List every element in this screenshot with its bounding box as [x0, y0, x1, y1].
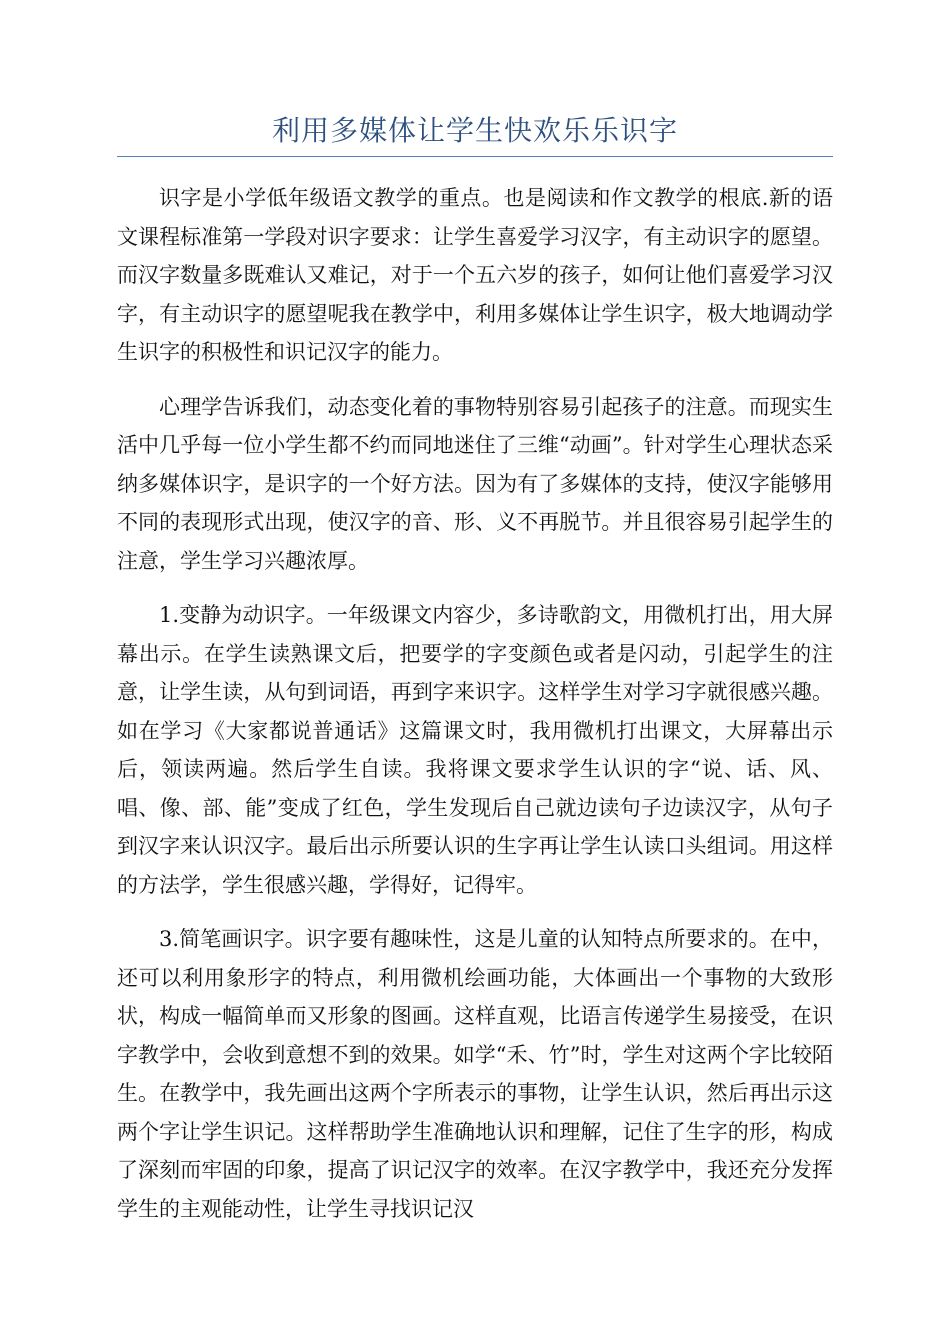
paragraph-3: 1.变静为动识字。一年级课文内容少，多诗歌韵文，用微机打出，用大屏幕出示。在学生读熟课文后，把要学的字变颜色或者是闪动，引起学生的注意，让学生读，从句到词语，再到字来识字。这样学生对学习字就很感兴趣。如在学习《大家都说普通话》这篇课文时，我用微机打出课文，大屏幕出示后，领读两遍。然后学生自读。我将课文要求学生认识的字“说、话、风、唱、像、部、能”变成了红色，学生发现后自己就边读句子边读汉字，从句子到汉字来认识汉字。最后出示所要认识的生字再让学生认读口头组词。用这样的方法学，学生很感兴趣，学得好，记得牢。	[117, 603, 833, 897]
document-page	[117, 108, 833, 1244]
paragraph-1: 识字是小学低年级语文教学的重点。也是阅读和作文教学的根底.新的语文课程标准第一学段对识字要求：让学生喜爱学习汉字，有主动识字的愿望。而汉字数量多既难认又难记，对于一个五六岁的孩子，如何让他们喜爱学习汉字，有主动识字的愿望呢我在教学中，利用多媒体让学生识字，极大地调动学生识字的积极性和识记汉字的能力。	[117, 186, 833, 364]
title-underline	[117, 156, 833, 157]
document-title: 利用多媒体让学生快欢乐乐识字	[271, 114, 678, 147]
paragraph-2: 心理学告诉我们，动态变化着的事物特别容易引起孩子的注意。而现实生活中几乎每一位小学生都不约而同地迷住了三维“动画”。针对学生心理状态采纳多媒体识字，是识字的一个好方法。因为有了多媒体的支持，使汉字能够用不同的表现形式出现，使汉字的音、形、义不再脱节。并且很容易引起学生的注意，学生学习兴趣浓厚。	[117, 394, 833, 573]
paragraph-4: 3.简笔画识字。识字要有趣味性，这是儿童的认知特点所要求的。在中，还可以利用象形字的特点，利用微机绘画功能，大体画出一个事物的大致形状，构成一幅简单而又形象的图画。这样直观，比语言传递学生易接受，在识字教学中，会收到意想不到的效果。如学“禾、竹”时，学生对这两个字比较陌生。在教学中，我先画出这两个字所表示的事物，让学生认识，然后再出示这两个字让学生识记。这样帮助学生准确地认识和理解，记住了生字的形，构成了深刻而牢固的印象，提高了识记汉字的效率。在汉字教学中，我还充分发挥学生的主观能动性，让学生寻找识记汉	[117, 927, 833, 1221]
